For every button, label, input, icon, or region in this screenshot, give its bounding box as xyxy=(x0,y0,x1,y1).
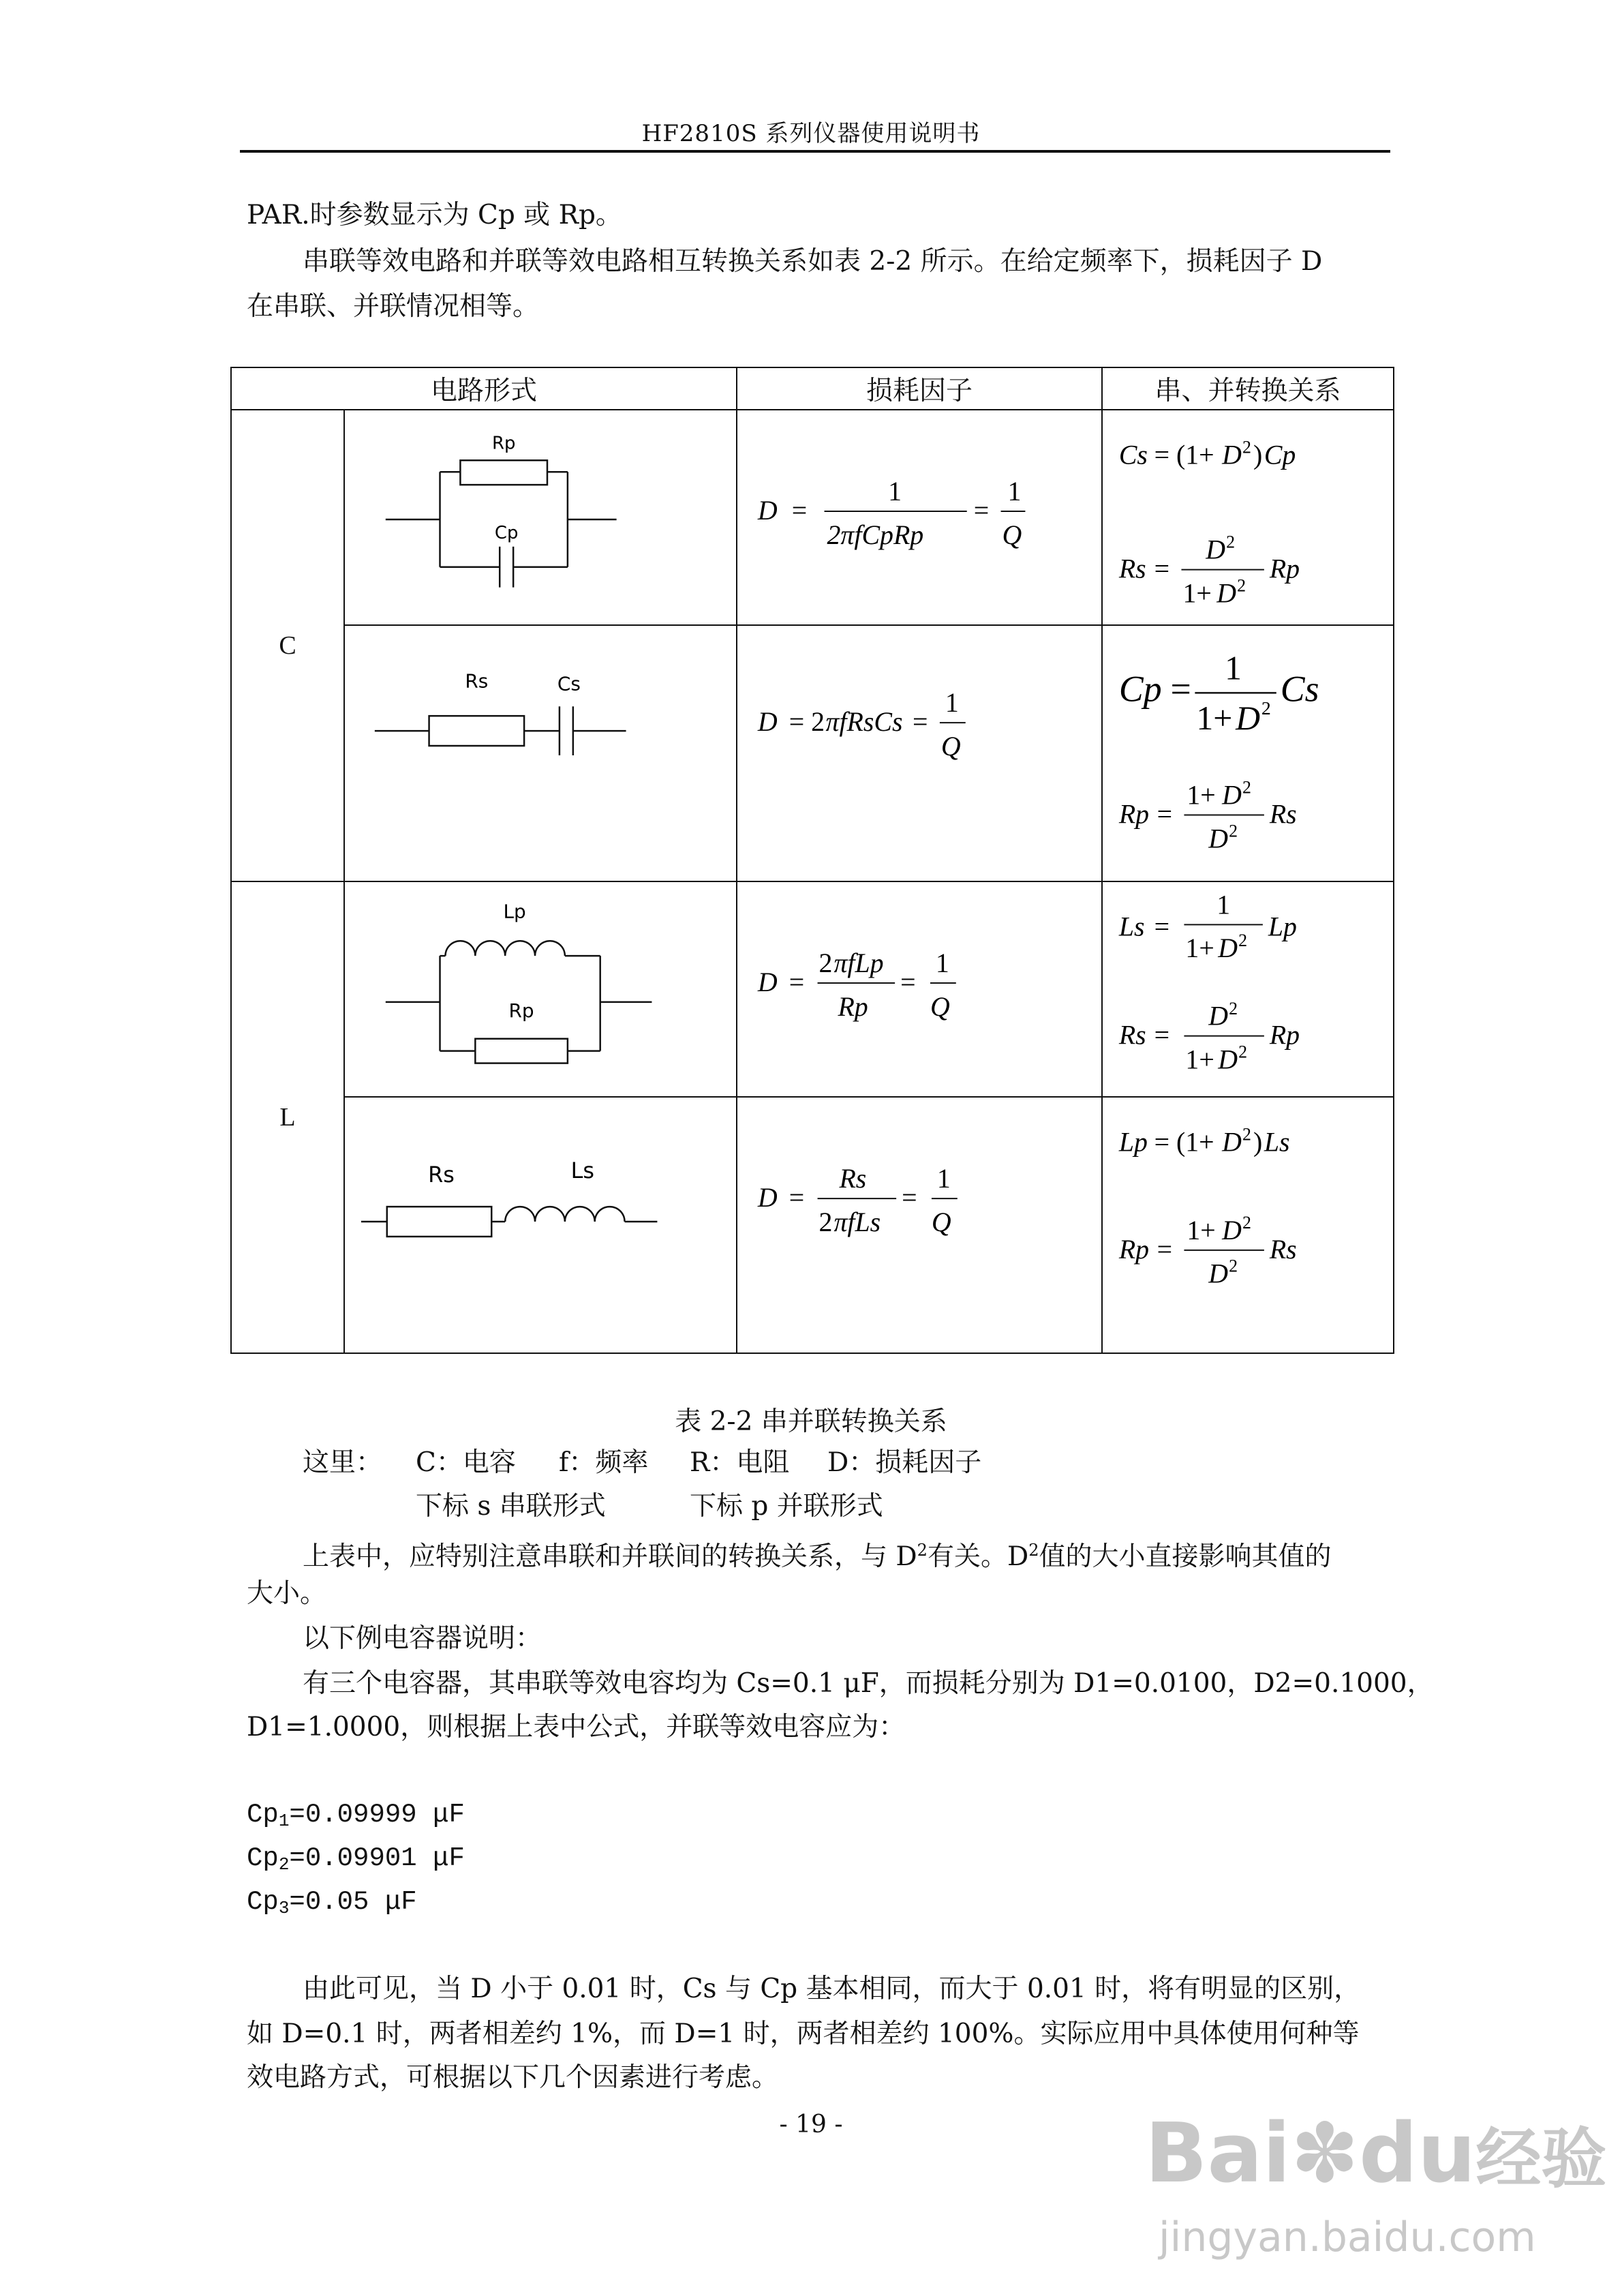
label-lp: Lp xyxy=(503,900,526,923)
svg-text:2: 2 xyxy=(1226,532,1236,552)
circuit-series-rc xyxy=(344,625,737,881)
svg-text:1: 1 xyxy=(1216,890,1231,920)
svg-text:1+: 1+ xyxy=(1187,780,1216,811)
svg-text:D: D xyxy=(1208,1258,1229,1289)
svg-text:=: = xyxy=(791,495,808,526)
svg-text:Cp: Cp xyxy=(1118,668,1162,710)
legend-r: R：电阻 xyxy=(690,1447,790,1478)
svg-text:Rp: Rp xyxy=(838,991,868,1022)
para4-line3: 效电路方式，可根据以下几个因素进行考虑。 xyxy=(247,2062,779,2093)
para1-line1: 上表中，应特别注意串联和并联间的转换关系，与 $D^2$有关。$D^2$值的大小直接影响其值的 xyxy=(303,1541,1332,1572)
svg-text:D: D xyxy=(1222,440,1242,470)
svg-text:1: 1 xyxy=(1225,649,1242,687)
svg-text:1: 1 xyxy=(935,948,949,979)
running-header: HF2810S 系列仪器使用说明书 xyxy=(641,120,981,147)
svg-text:=: = xyxy=(1157,1234,1173,1265)
legend-d: D：损耗因子 xyxy=(827,1447,982,1478)
intro-line-3: 在串联、并联情况相等。 xyxy=(247,291,540,322)
svg-text:πfLp: πfLp xyxy=(833,948,884,979)
svg-text:1+: 1+ xyxy=(1196,699,1233,738)
svg-text:D: D xyxy=(757,1182,778,1213)
circuit-parallel-rl xyxy=(344,881,737,1097)
svg-text:Cs: Cs xyxy=(1118,440,1148,470)
svg-text:Q: Q xyxy=(1002,519,1022,551)
svg-text:D: D xyxy=(1216,578,1236,609)
svg-text:= 2: = 2 xyxy=(789,706,825,738)
svg-text:=: = xyxy=(1157,799,1173,830)
svg-text:D: D xyxy=(1208,1001,1229,1031)
svg-text:2: 2 xyxy=(818,1206,833,1237)
circuit-series-rc-diagram xyxy=(345,626,736,881)
svg-text:D: D xyxy=(1218,933,1238,964)
legend-f: f：频率 xyxy=(559,1447,649,1478)
svg-text:2: 2 xyxy=(1261,698,1271,720)
svg-text:D: D xyxy=(1236,699,1261,738)
circuit-parallel-rc-diagram xyxy=(345,410,736,624)
svg-text:Rs: Rs xyxy=(839,1163,867,1194)
svg-text:Rs: Rs xyxy=(1269,1234,1297,1265)
type-c: C xyxy=(231,410,344,881)
svg-text:2πfCpRp: 2πfCpRp xyxy=(827,519,924,551)
legend-sub-s: 下标 s 串联形式 xyxy=(416,1491,606,1522)
svg-text:D: D xyxy=(757,706,778,738)
svg-text:1: 1 xyxy=(1007,476,1022,507)
para2: 以下例电容器说明： xyxy=(303,1623,542,1654)
loss-formula-series-rc xyxy=(737,625,1102,881)
result-cp2: $Cp_2=0.09901$ μF xyxy=(247,1843,465,1875)
svg-text:2: 2 xyxy=(1229,821,1238,841)
label-rp: Rp xyxy=(491,433,516,454)
svg-text:D: D xyxy=(1222,1127,1242,1158)
conversion-table xyxy=(230,367,1394,1354)
page-number: - 19 - xyxy=(779,2111,843,2139)
svg-text:1+: 1+ xyxy=(1185,1044,1214,1075)
circuit-series-rl-diagram xyxy=(345,1098,736,1353)
svg-text:πfLs: πfLs xyxy=(833,1206,881,1237)
svg-text:2: 2 xyxy=(1237,575,1246,596)
para1-part-b: 有关。D xyxy=(927,1541,1029,1572)
legend-prefix: 这里： xyxy=(303,1447,383,1478)
svg-text:Cs: Cs xyxy=(1280,668,1319,710)
loss-formula-parallel-rl xyxy=(737,881,1102,1097)
svg-text:D: D xyxy=(1222,780,1242,811)
header-loss: 损耗因子 xyxy=(737,367,1102,410)
para4-line2: 如 D=0.1 时，两者相差约 1%，而 D=1 时，两者相差约 100%。实际应用中具体使用何种等 xyxy=(247,2019,1360,2049)
svg-text:Q: Q xyxy=(930,991,950,1022)
result-cp1: $Cp_1=0.09999$ μF xyxy=(247,1800,465,1831)
svg-text:πfRsCs: πfRsCs xyxy=(825,706,903,738)
svg-text:2: 2 xyxy=(1242,777,1251,798)
svg-text:Rs: Rs xyxy=(1118,554,1146,584)
loss-formula-parallel-rc xyxy=(737,410,1102,625)
svg-text:Rs: Rs xyxy=(1269,799,1297,830)
para1-line2: 大小。 xyxy=(247,1578,327,1609)
svg-text:2: 2 xyxy=(1242,437,1251,457)
svg-text:2: 2 xyxy=(1238,931,1248,951)
label-rs: Rs xyxy=(465,669,489,693)
svg-text:2: 2 xyxy=(1242,1212,1251,1233)
paw-icon: ✽ xyxy=(1290,2106,1360,2201)
svg-text:D: D xyxy=(757,967,778,998)
svg-text:1+: 1+ xyxy=(1185,933,1214,964)
svg-text:Lp: Lp xyxy=(1118,1127,1148,1158)
para1-part-a: 上表中，应特别注意串联和并联间的转换关系，与 D xyxy=(303,1541,917,1572)
svg-text:=: = xyxy=(1170,668,1191,710)
watermark-url: jingyan.baidu.com xyxy=(1159,2214,1536,2261)
svg-text:1+: 1+ xyxy=(1182,578,1212,609)
svg-text:Ls: Ls xyxy=(1264,1127,1290,1158)
svg-text:Q: Q xyxy=(931,1206,951,1237)
svg-text:1: 1 xyxy=(936,1163,951,1194)
label-rs-l: Rs xyxy=(428,1162,455,1188)
intro-line-1: PAR.时参数显示为 Cp 或 Rp。 xyxy=(247,200,622,230)
para3-line2: D1=1.0000，则根据上表中公式，并联等效电容应为： xyxy=(247,1712,906,1742)
svg-text:D: D xyxy=(1218,1044,1238,1075)
svg-text:Rp: Rp xyxy=(1118,1234,1150,1265)
para3-line1: 有三个电容器，其串联等效电容均为 Cs=0.1 μF，而损耗分别为 D1=0.0100，D2=0.1000， xyxy=(303,1668,1434,1699)
svg-text:Cp: Cp xyxy=(1264,440,1296,470)
table-caption: 表 2-2 串并联转换关系 xyxy=(675,1406,947,1437)
svg-text:1: 1 xyxy=(945,687,959,719)
svg-text:=: = xyxy=(902,1182,917,1213)
svg-text:D: D xyxy=(757,495,778,526)
svg-text:= (1+: = (1+ xyxy=(1154,1127,1214,1158)
svg-text:Lp: Lp xyxy=(1268,911,1297,942)
svg-text:Rp: Rp xyxy=(1118,799,1150,830)
svg-text:Q: Q xyxy=(940,731,961,762)
circuit-parallel-rc xyxy=(344,410,737,625)
circuit-series-rl xyxy=(344,1097,737,1353)
svg-text:=: = xyxy=(1154,554,1170,584)
conversion-parallel-rl xyxy=(1102,881,1394,1097)
legend-c: C：电容 xyxy=(416,1447,516,1478)
svg-text:): ) xyxy=(1253,440,1263,470)
svg-text:D: D xyxy=(1208,824,1229,854)
conversion-series-rl xyxy=(1102,1097,1394,1353)
loss-formula-series-rl xyxy=(737,1097,1102,1353)
para4-line1: 由此可见，当 D 小于 0.01 时，Cs 与 Cp 基本相同，而大于 0.01 时，将有明显的区别， xyxy=(303,1974,1361,2004)
label-ls: Ls xyxy=(570,1158,594,1184)
svg-text:=: = xyxy=(900,967,916,998)
svg-text:=: = xyxy=(913,706,928,738)
svg-text:Rp: Rp xyxy=(1269,1020,1300,1051)
svg-text:2: 2 xyxy=(1229,1256,1238,1276)
svg-text:2: 2 xyxy=(1238,1042,1248,1062)
baidu-watermark-logo: Bai✽du经验 xyxy=(1145,2106,1607,2201)
svg-text:= (1+: = (1+ xyxy=(1154,440,1214,470)
svg-text:2: 2 xyxy=(818,948,833,979)
label-cp: Cp xyxy=(494,523,519,544)
svg-text:Rp: Rp xyxy=(1269,554,1300,584)
svg-text:1: 1 xyxy=(888,476,902,507)
svg-text:Ls: Ls xyxy=(1118,911,1145,942)
svg-text:2: 2 xyxy=(1242,1124,1251,1145)
circuit-parallel-rl-diagram xyxy=(345,882,736,1096)
para1-part-c: 值的大小直接影响其值的 xyxy=(1039,1541,1332,1572)
svg-text:=: = xyxy=(789,967,805,998)
svg-text:2: 2 xyxy=(1229,998,1238,1018)
header-conversion: 串、并转换关系 xyxy=(1102,367,1394,410)
label-cs: Cs xyxy=(557,672,581,695)
type-l: L xyxy=(231,881,344,1353)
svg-text:=: = xyxy=(1154,911,1170,942)
header-circuit: 电路形式 xyxy=(231,367,737,410)
svg-text:=: = xyxy=(973,495,990,526)
svg-text:): ) xyxy=(1253,1127,1263,1158)
intro-line-2: 串联等效电路和并联等效电路相互转换关系如表 2-2 所示。在给定频率下，损耗因子 D xyxy=(303,246,1323,277)
svg-text:D: D xyxy=(1222,1215,1242,1245)
svg-text:=: = xyxy=(1154,1020,1170,1051)
label-rp-l: Rp xyxy=(508,999,534,1022)
svg-text:D: D xyxy=(1206,534,1226,565)
legend-sub-p: 下标 p 并联形式 xyxy=(690,1491,883,1522)
result-cp3: $Cp_3=0.05$ μF xyxy=(247,1887,417,1918)
svg-text:=: = xyxy=(789,1182,805,1213)
conversion-series-rc xyxy=(1102,625,1394,881)
header-rule xyxy=(240,150,1390,153)
conversion-parallel-rc xyxy=(1102,410,1394,625)
svg-text:1+: 1+ xyxy=(1187,1215,1216,1245)
svg-text:Rs: Rs xyxy=(1118,1020,1146,1051)
